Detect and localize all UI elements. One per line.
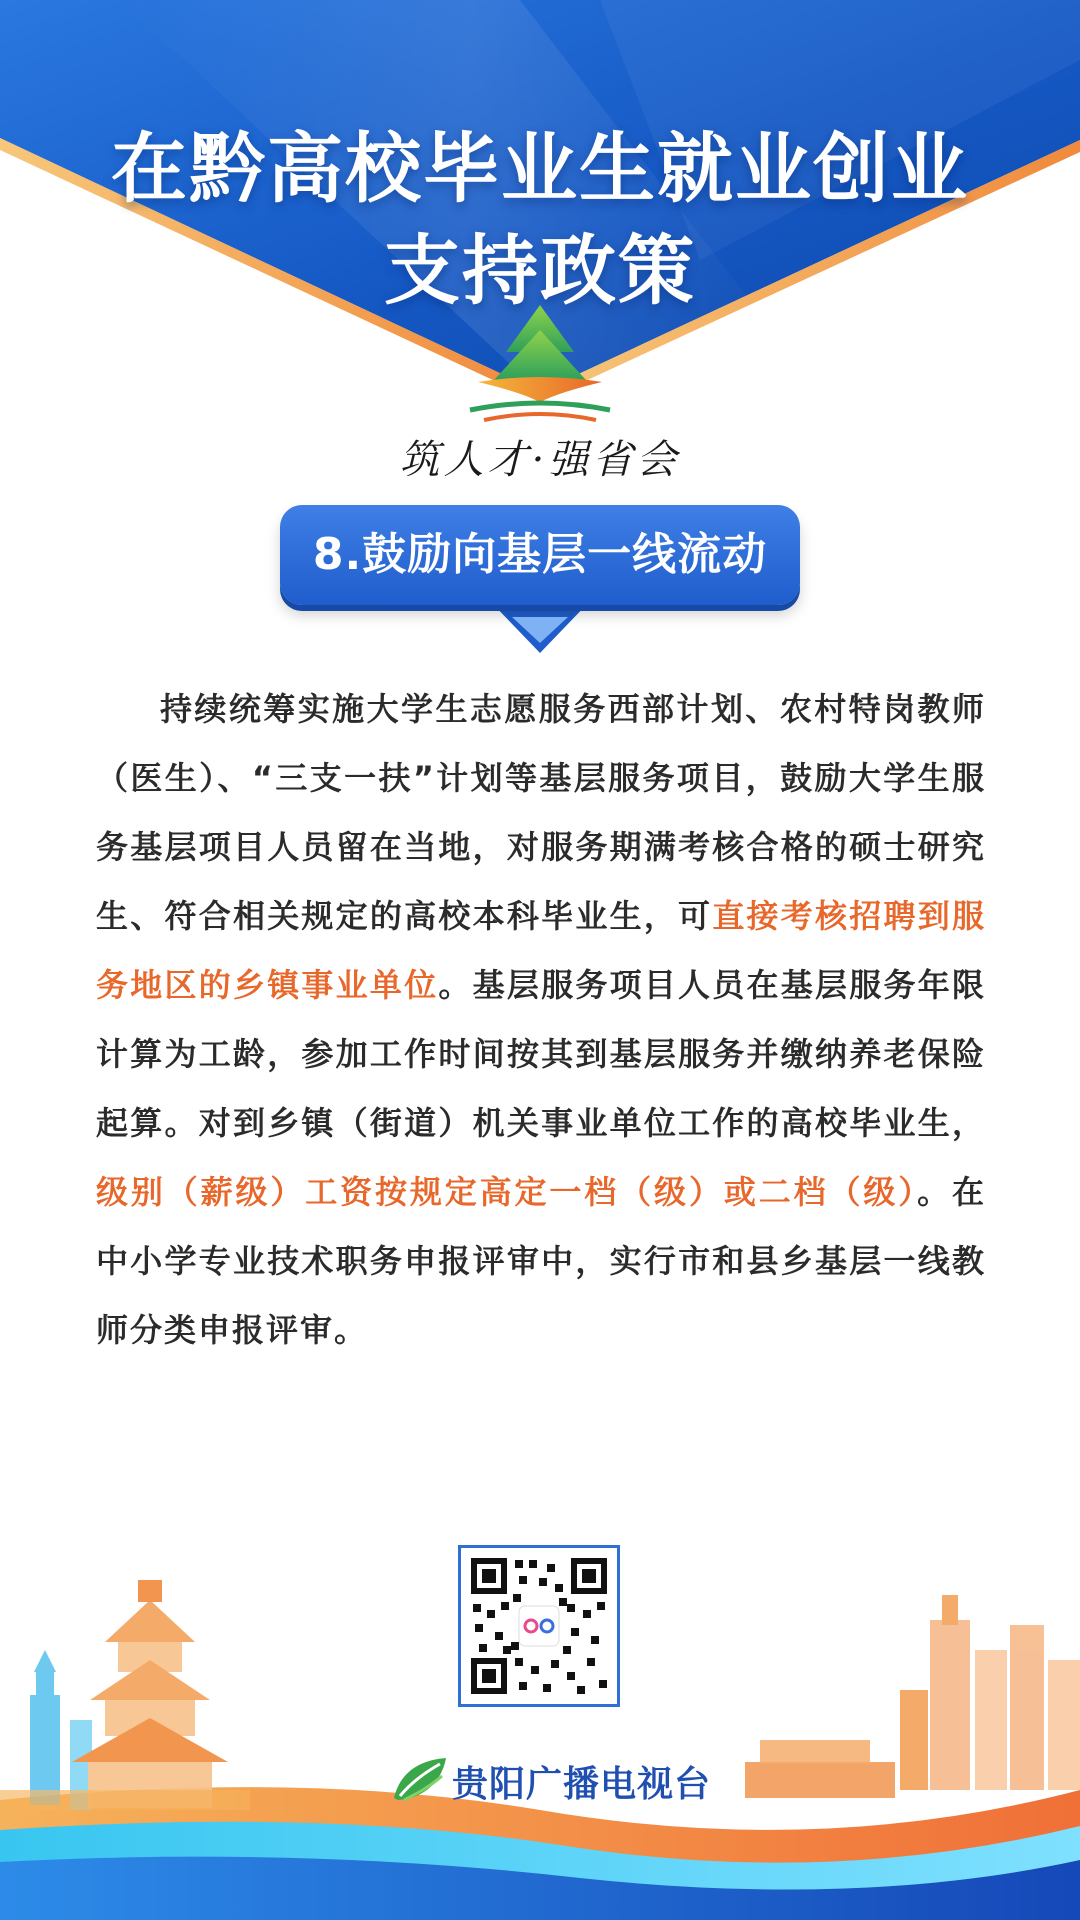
body-segment: 持续统筹实施大学生志愿服务西部计划、农村特岗教师（医生）、“三支一扶”计划等基层服务项目，鼓励大学生服务基层项目人员留在当地，对服务期满考核合格的硕士研究生、符合相关规定的高校本科毕业生，可 bbox=[96, 690, 986, 935]
page-title: 在黔高校毕业生就业创业 bbox=[111, 124, 969, 213]
body-segment: 。在中小学专业技术职务申报评审中，实行市和县乡基层一线教师分类申报评审。 bbox=[96, 1173, 986, 1349]
qr-code-icon bbox=[467, 1554, 611, 1698]
body-highlight: 级别（薪级）工资按规定高定一档（级）或二档（级） bbox=[96, 1173, 918, 1211]
badge-pointer-highlight bbox=[512, 617, 568, 643]
broadcaster-name: 贵阳广播电视台 bbox=[452, 1764, 712, 1805]
slogan-calligraphy: 筑人才·强省会 bbox=[399, 437, 681, 483]
broadcaster-logo bbox=[390, 1752, 710, 1812]
qr-code[interactable] bbox=[458, 1545, 620, 1707]
pavilion-skyline-icon bbox=[0, 1580, 250, 1810]
leaf-logo-icon bbox=[390, 1754, 450, 1806]
page-subtitle: 支持政策 bbox=[384, 226, 696, 315]
body-highlight: 直接考核招聘到服务地区的乡镇事业单位 bbox=[96, 897, 986, 1004]
policy-paragraph bbox=[96, 675, 986, 1365]
section-badge bbox=[280, 505, 800, 655]
city-skyline-icon bbox=[745, 1595, 1080, 1798]
section-title: 8.鼓励向基层一线流动 bbox=[312, 529, 768, 580]
body-segment: 。基层服务项目人员在基层服务年限计算为工龄，参加工作时间按其到基层服务并缴纳养老保险起算。对到乡镇（街道）机关事业单位工作的高校毕业生， bbox=[96, 966, 986, 1142]
